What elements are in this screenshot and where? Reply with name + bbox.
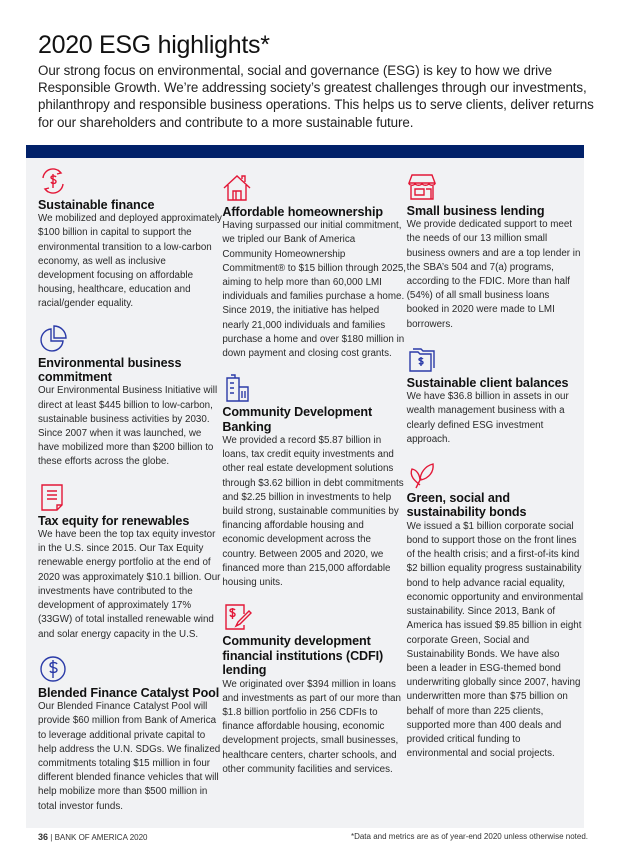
header-divider-bar — [26, 145, 584, 158]
highlight-body: We have $36.8 billion in assets in our wealth management business with a clearly defined ESG investment approach. — [406, 391, 569, 445]
highlight-environmental-business-commitment — [38, 324, 222, 470]
highlight-title: Blended Finance Catalyst Pool — [38, 685, 220, 700]
column-2 — [222, 166, 406, 814]
highlights-panel — [26, 158, 584, 828]
page-bottom — [38, 832, 588, 850]
footnote: *Data and metrics are as of year-end 2020 unless otherwise noted. — [350, 831, 588, 841]
highlight-body: We mobilized and deployed approximately $100 billion in capital to support the environmental transition to a low-carbon economy, as well as inclusive development focusing on affordable housing, healthcare, education and racial/gender equality. — [38, 213, 222, 310]
dollar-cycle-icon — [38, 166, 68, 196]
leaf-icon — [407, 459, 437, 489]
dollar-folder-icon — [407, 344, 437, 374]
highlight-body: We originated over $394 million in loans and investments as part of our more than $1.8 billion portfolio in 256 CDFIs to finance affordable housing, economic development projects, small businesses, healthcare centers, charter schools, and other community facilities and services. — [222, 678, 401, 775]
highlight-tax-equity — [38, 482, 222, 642]
highlight-title: Small business lending — [406, 203, 545, 218]
building-icon — [222, 373, 252, 403]
highlight-body: We provide dedicated support to meet the needs of our 13 million small business owners and are a top lender in the SBA’s 504 and 7(a) programs, according to the FDIC. More than half (54%) of all small business loans booked in 2020 were made to LMI borrowers. — [406, 219, 581, 330]
highlight-affordable-homeownership — [222, 173, 406, 361]
highlight-small-business-lending — [407, 172, 584, 332]
highlight-sustainable-client-balances — [407, 344, 584, 447]
highlight-community-development-banking — [222, 373, 406, 590]
publication-name: BANK OF AMERICA 2020 — [54, 832, 148, 842]
page-footer — [38, 832, 148, 842]
highlight-title: Tax equity for renewables — [38, 513, 190, 528]
pie-chart-icon — [38, 324, 68, 354]
highlight-body: Our Environmental Business Initiative will direct at least $445 billion to low-carbon, sustainable business activities by 2030. Since 2007 when it was launched, we have mobilized more than $200 billion to these efforts across the globe. — [38, 385, 218, 468]
highlight-body: We issued a $1 billion corporate social bond to support those on the front lines of the health crisis; and a first-of-its kind $2 billion equality progress sustainability bond to help advance racial equality, economic opportunity and environmental sustainability. Since 2013, Bank of America has issued $9.85 billion in eight corporate Green, Social and Sustainability Bonds. We have also been a leader in ESG-themed bond underwriting globally since 2007, having underwritten more than $75 billion on behalf of more than 225 clients, supported more than 400 deals and provided critical funding to environmental and social projects. — [406, 520, 584, 760]
dollar-circle-icon — [38, 654, 68, 684]
highlight-body: Having surpassed our initial commitment, we tripled our Bank of America Community Homeownership Commitment® to $15 billion through 2025, aiming to help more than 60,000 LMI individuals and families purchase a home. Since 2019, the initiative has helped nearly 21,000 individuals and families purchase a home and over $180 million in down payment and closing cost grants. — [222, 220, 406, 360]
highlight-cdfi-lending — [222, 602, 406, 777]
page-number: 36 — [38, 831, 49, 842]
highlight-green-social-sustainability-bonds — [407, 459, 584, 761]
highlight-title: Sustainable finance — [38, 197, 155, 212]
column-1 — [38, 166, 222, 814]
highlight-body: Our Blended Finance Catalyst Pool will provide $60 million from Bank of America to leverage additional private capital to help address the U.N. SDGs. We finalized commitments totaling $15 million in four different blended finance vehicles that will help mobilize more than $500 million in total investor funds. — [38, 701, 221, 812]
highlight-title: Environmental business commitment — [38, 355, 182, 385]
house-icon — [222, 173, 252, 203]
highlight-blended-finance — [38, 654, 222, 814]
highlight-title: Community development financial institutions (CDFI) lending — [222, 634, 384, 678]
highlight-title: Sustainable client balances — [406, 375, 569, 390]
highlight-title: Affordable homeownership — [222, 204, 383, 219]
highlight-body: We provided a record $5.87 billion in loans, tax credit equity investments and other real estate development solutions through $3.62 billion in debt commitments and $2.25 billion in investments to help build strong, sustainable communities by financing affordable housing and economic development across the country. Between 2005 and 2020, we financed more than 215,000 affordable housing units. — [222, 435, 404, 589]
dollar-pen-icon — [222, 602, 252, 632]
column-3 — [407, 166, 584, 814]
intro-paragraph: Our strong focus on environmental, social and governance (ESG) is key to how we drive Responsible Growth. We’re addressing society’s greatest challenges through our investments, philanthropy and responsible business operations. This helps us to serve clients, deliver returns for our shareholders and contribute to a more sustainable future. — [38, 63, 594, 130]
highlight-title: Green, social and sustainability bonds — [406, 491, 527, 520]
page-title: 2020 ESG highlights* — [38, 31, 270, 59]
footer-separator: | — [50, 832, 53, 842]
highlight-body: We have been the top tax equity investor in the U.S. since 2015. Our Tax Equity renewable energy portfolio at the end of 2020 was approximately $10.1 billion. Our investments have contributed to the development of approximately 17% (33GW) of total installed renewable wind and solar energy capacity in the U.S. — [38, 529, 221, 640]
document-icon — [38, 482, 68, 512]
highlight-title: Community Development Banking — [222, 405, 373, 434]
storefront-icon — [407, 172, 437, 202]
highlight-sustainable-finance — [38, 166, 222, 312]
